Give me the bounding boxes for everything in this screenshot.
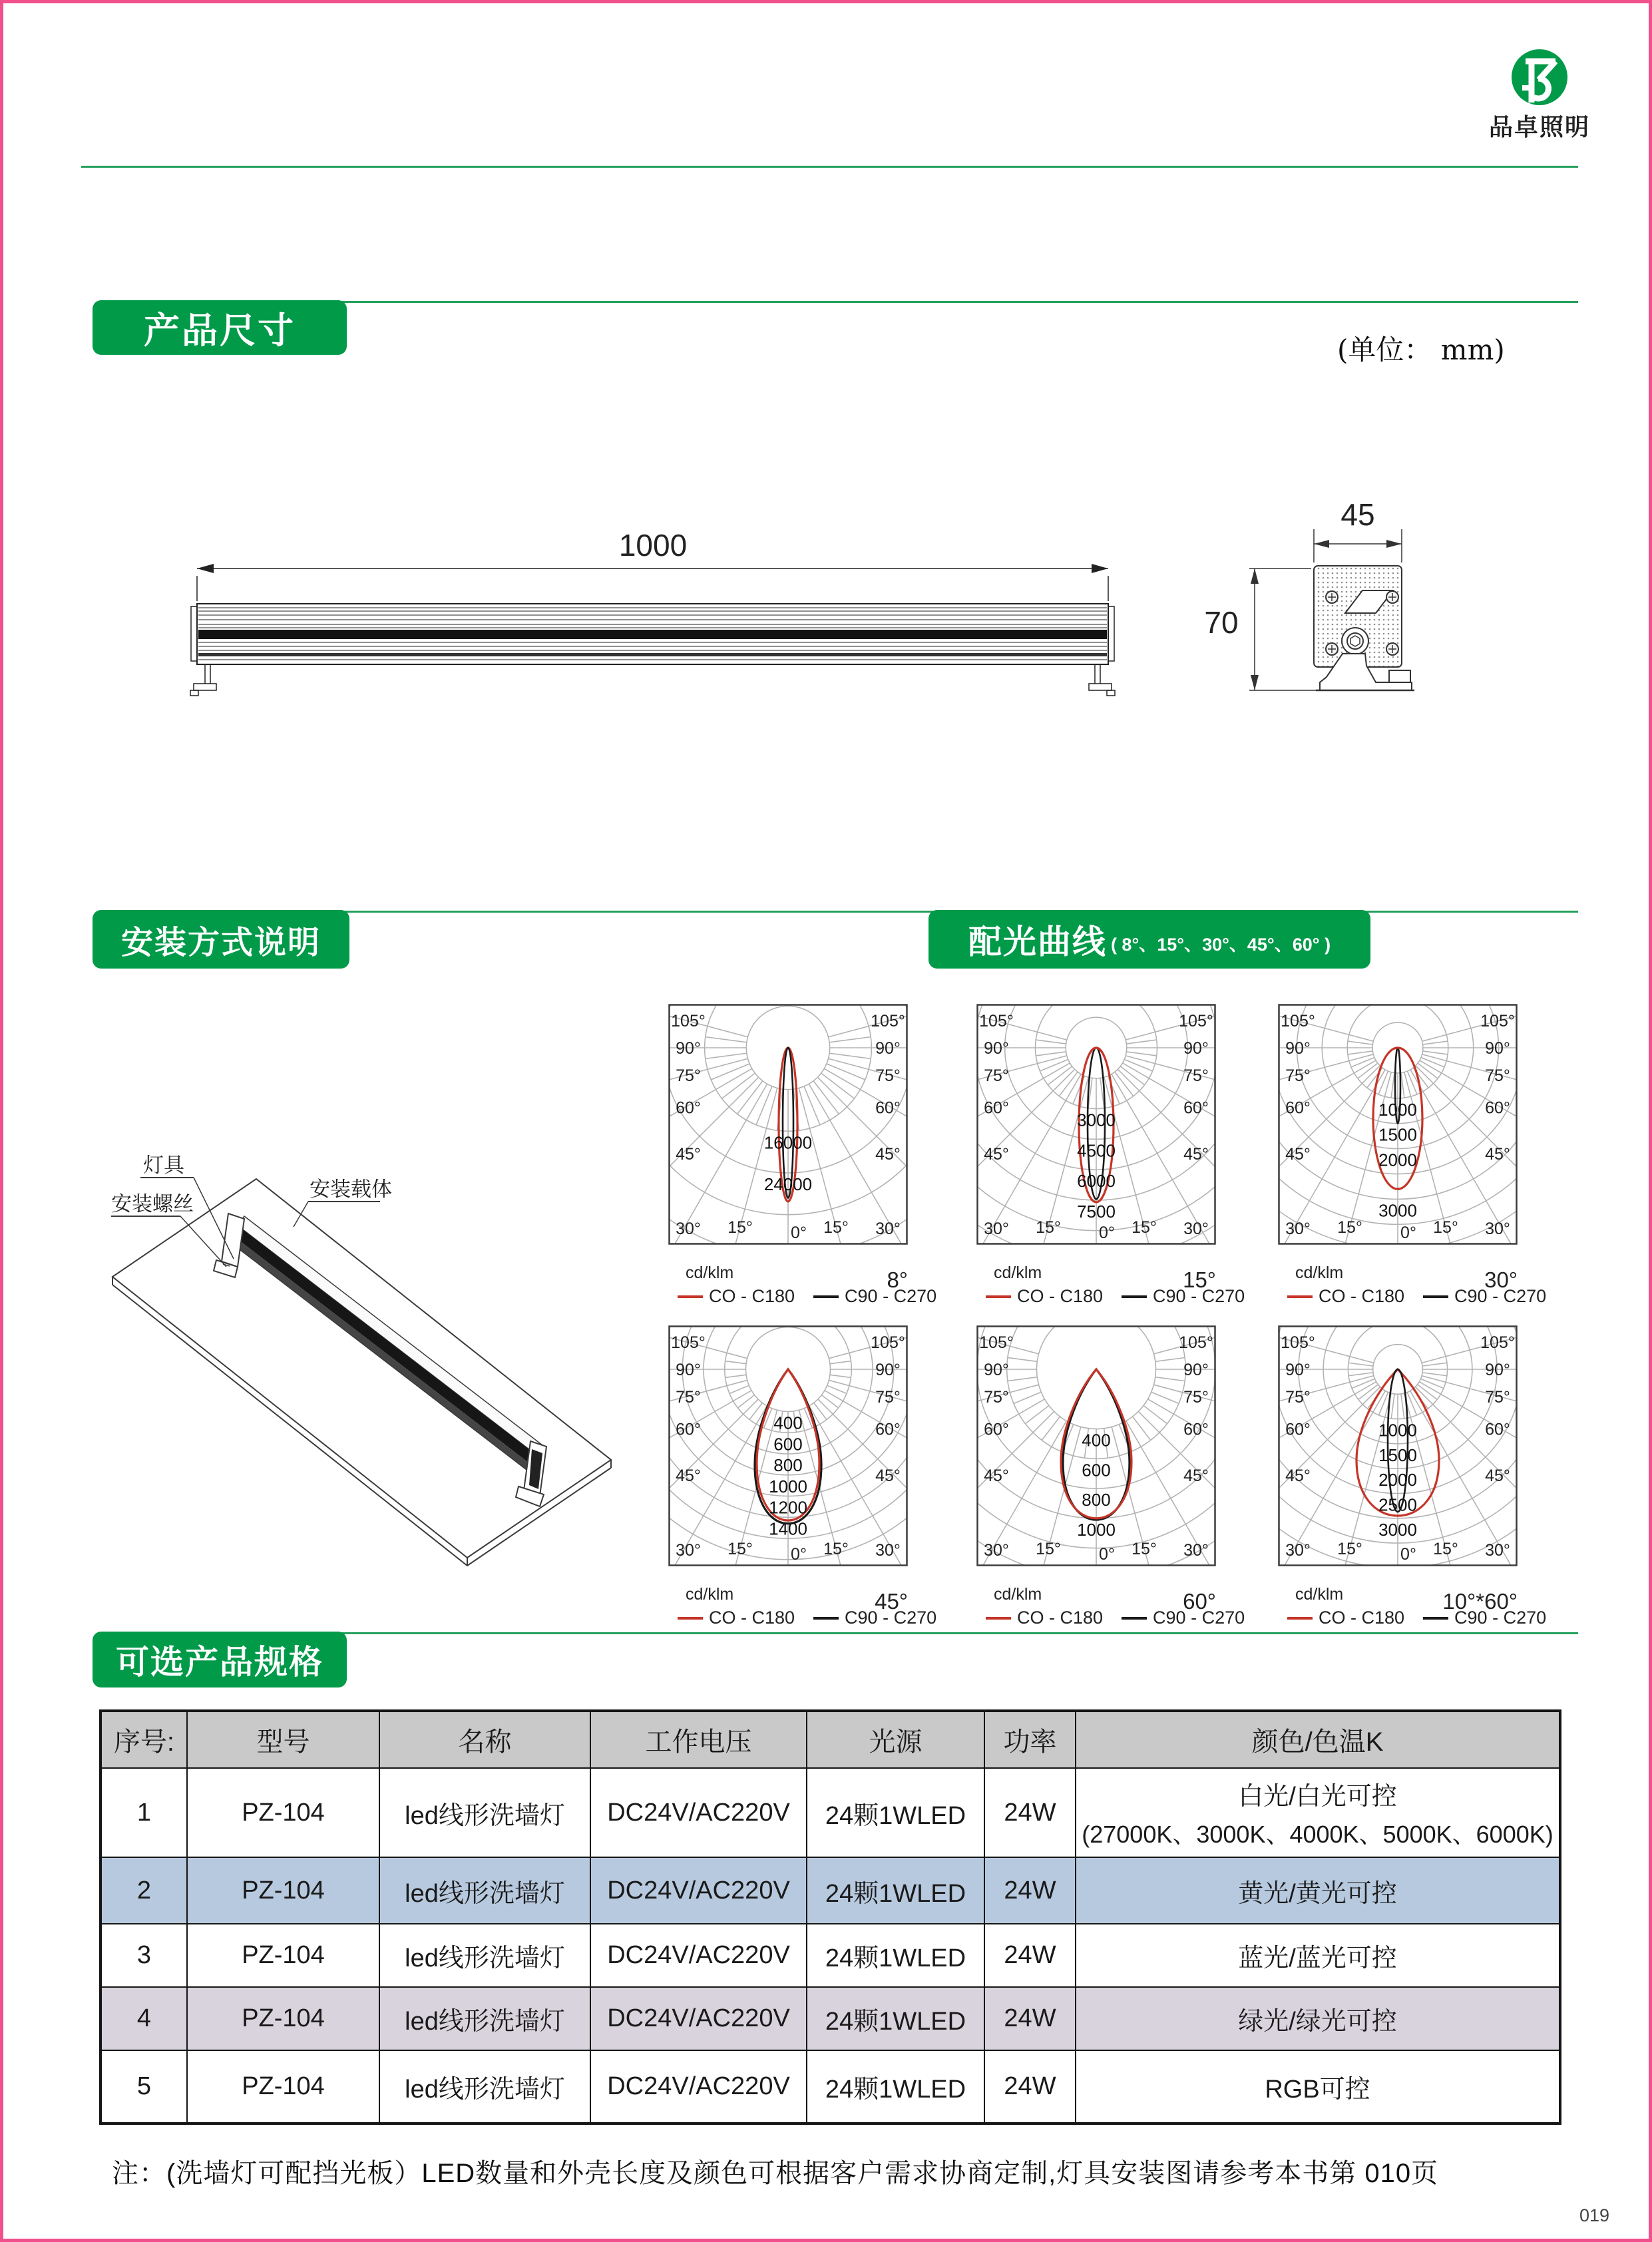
table-cell-color: 绿光/绿光可控 bbox=[1076, 1987, 1560, 2050]
spec-table-header-cell: 光源 bbox=[807, 1711, 984, 1768]
svg-text:90°: 90° bbox=[1285, 1039, 1311, 1058]
svg-text:60°: 60° bbox=[984, 1420, 1009, 1439]
svg-text:15°: 15° bbox=[727, 1539, 753, 1558]
legend-black-line-icon bbox=[1423, 1295, 1448, 1298]
legend-label: CO - C180 bbox=[709, 1608, 795, 1628]
svg-text:105°: 105° bbox=[871, 1333, 905, 1353]
table-cell: 5 bbox=[101, 2050, 187, 2124]
svg-text:75°: 75° bbox=[1285, 1066, 1311, 1085]
svg-text:30°: 30° bbox=[1285, 1220, 1311, 1239]
table-cell: led线形洗墙灯 bbox=[379, 1924, 590, 1987]
section-title-dimensions bbox=[93, 300, 347, 355]
legend-label: CO - C180 bbox=[709, 1286, 795, 1306]
table-cell-color: 白光/白光可控 (27000K、3000K、4000K、5000K、6000K) bbox=[1076, 1768, 1560, 1857]
section-title-text: 可选产品规格 bbox=[116, 1644, 323, 1681]
table-cell: PZ-104 bbox=[187, 1768, 379, 1857]
svg-text:75°: 75° bbox=[1183, 1066, 1209, 1085]
svg-text:60°: 60° bbox=[875, 1420, 901, 1439]
section-title-specs bbox=[93, 1632, 347, 1687]
svg-text:105°: 105° bbox=[1480, 1333, 1515, 1353]
spec-table-header-cell: 颜色/色温K bbox=[1076, 1711, 1560, 1768]
svg-text:1000: 1000 bbox=[1077, 1519, 1116, 1540]
svg-text:400: 400 bbox=[1082, 1430, 1111, 1451]
chart-unit-label: cd/klm bbox=[1295, 1263, 1344, 1282]
svg-text:30°: 30° bbox=[1485, 1541, 1510, 1560]
svg-text:75°: 75° bbox=[984, 1066, 1009, 1085]
photometric-chart bbox=[668, 1004, 937, 1317]
svg-text:16000: 16000 bbox=[763, 1132, 813, 1153]
brand-logo-icon bbox=[1512, 49, 1567, 105]
legend-red-line-icon bbox=[986, 1295, 1011, 1298]
svg-text:90°: 90° bbox=[984, 1361, 1009, 1379]
table-row bbox=[101, 1857, 1560, 1924]
svg-text:105°: 105° bbox=[671, 1333, 706, 1353]
svg-text:7500: 7500 bbox=[1077, 1201, 1116, 1222]
spec-table-header-cell: 型号 bbox=[187, 1711, 379, 1768]
svg-text:1200: 1200 bbox=[769, 1497, 807, 1518]
spec-table-header-cell: 功率 bbox=[984, 1711, 1076, 1768]
svg-text:75°: 75° bbox=[1485, 1387, 1510, 1407]
table-cell: led线形洗墙灯 bbox=[379, 1768, 590, 1857]
legend-label: CO - C180 bbox=[1319, 1608, 1405, 1628]
table-row bbox=[101, 1924, 1560, 1987]
svg-text:75°: 75° bbox=[1485, 1066, 1510, 1085]
svg-text:1000: 1000 bbox=[1378, 1099, 1417, 1120]
table-cell: 24W bbox=[984, 2050, 1076, 2124]
svg-text:15°: 15° bbox=[1036, 1539, 1061, 1558]
legend-label: CO - C180 bbox=[1017, 1608, 1104, 1628]
table-row bbox=[101, 2050, 1560, 2124]
unit-note: (单位： mm) bbox=[1337, 334, 1505, 366]
table-cell: 24颗1WLED bbox=[807, 2050, 984, 2124]
photometric-angles-subtitle: ( 8°、15°、30°、45°、60° ) bbox=[1110, 934, 1331, 955]
legend-red-line-icon bbox=[678, 1295, 703, 1298]
svg-text:45°: 45° bbox=[676, 1145, 701, 1164]
svg-text:75°: 75° bbox=[1183, 1387, 1209, 1407]
svg-text:90°: 90° bbox=[875, 1039, 901, 1058]
beam-angle-label: 10°*60° bbox=[1442, 1589, 1518, 1614]
svg-text:0°: 0° bbox=[791, 1224, 807, 1242]
legend-label: C90 - C270 bbox=[845, 1608, 937, 1628]
svg-text:30°: 30° bbox=[1183, 1541, 1209, 1560]
table-cell: 24W bbox=[984, 1987, 1076, 2050]
legend-label: CO - C180 bbox=[1319, 1286, 1405, 1306]
svg-text:75°: 75° bbox=[875, 1066, 901, 1085]
spec-table bbox=[99, 1709, 1561, 2125]
svg-text:800: 800 bbox=[773, 1455, 803, 1476]
table-row bbox=[101, 1768, 1560, 1857]
svg-text:1400: 1400 bbox=[769, 1518, 807, 1539]
svg-text:15°: 15° bbox=[823, 1539, 849, 1558]
svg-text:105°: 105° bbox=[871, 1012, 905, 1031]
legend-black-line-icon bbox=[1122, 1295, 1147, 1298]
svg-text:1500: 1500 bbox=[1378, 1124, 1417, 1145]
legend-black-line-icon bbox=[1423, 1617, 1448, 1620]
table-cell: 24颗1WLED bbox=[807, 1924, 984, 1987]
svg-text:1000: 1000 bbox=[1378, 1420, 1417, 1441]
svg-text:0°: 0° bbox=[1099, 1224, 1115, 1242]
table-cell: PZ-104 bbox=[187, 2050, 379, 2124]
svg-text:2000: 2000 bbox=[1378, 1150, 1417, 1170]
svg-text:60°: 60° bbox=[875, 1098, 901, 1118]
svg-text:30°: 30° bbox=[875, 1541, 901, 1560]
svg-text:105°: 105° bbox=[1281, 1012, 1315, 1031]
spec-table-header-cell: 名称 bbox=[379, 1711, 590, 1768]
svg-text:105°: 105° bbox=[1281, 1333, 1315, 1353]
side-width-dimension: 45 bbox=[1341, 497, 1375, 532]
svg-text:60°: 60° bbox=[676, 1098, 701, 1118]
table-cell: 24W bbox=[984, 1768, 1076, 1857]
svg-text:3000: 3000 bbox=[1378, 1200, 1417, 1221]
svg-text:60°: 60° bbox=[1285, 1420, 1311, 1439]
table-cell: 4 bbox=[101, 1987, 187, 2050]
svg-text:15°: 15° bbox=[1132, 1539, 1157, 1558]
page-number: 019 bbox=[1579, 2205, 1610, 2225]
svg-text:1500: 1500 bbox=[1378, 1445, 1417, 1465]
photometric-chart bbox=[1278, 1004, 1547, 1317]
svg-text:45°: 45° bbox=[875, 1466, 901, 1486]
svg-text:1000: 1000 bbox=[769, 1476, 807, 1496]
svg-text:90°: 90° bbox=[676, 1039, 701, 1058]
table-cell: DC24V/AC220V bbox=[590, 2050, 807, 2124]
svg-text:105°: 105° bbox=[979, 1012, 1014, 1031]
table-cell: 24颗1WLED bbox=[807, 1768, 984, 1857]
svg-text:30°: 30° bbox=[1285, 1541, 1311, 1560]
svg-text:30°: 30° bbox=[676, 1541, 701, 1560]
chart-unit-label: cd/klm bbox=[1295, 1585, 1344, 1604]
svg-text:15°: 15° bbox=[1132, 1218, 1157, 1237]
front-length-dimension: 1000 bbox=[618, 528, 688, 562]
svg-text:90°: 90° bbox=[875, 1361, 901, 1379]
legend-label: C90 - C270 bbox=[845, 1286, 937, 1306]
svg-text:30°: 30° bbox=[1183, 1220, 1209, 1239]
chart-legend bbox=[1287, 1608, 1565, 1628]
table-cell: DC24V/AC220V bbox=[590, 1924, 807, 1987]
beam-angle-label: 30° bbox=[1484, 1267, 1518, 1292]
svg-text:15°: 15° bbox=[1433, 1539, 1458, 1558]
svg-text:0°: 0° bbox=[1099, 1545, 1115, 1564]
side-height-dimension: 70 bbox=[1204, 605, 1239, 640]
spec-table-body bbox=[101, 1768, 1560, 2124]
svg-text:0°: 0° bbox=[791, 1545, 807, 1564]
footer-note: 注：(洗墙灯可配挡光板）LED数量和外壳长度及颜色可根据客户需求协商定制,灯具安装图请参考本书第 010页 bbox=[112, 2159, 1439, 2188]
svg-text:800: 800 bbox=[1082, 1490, 1111, 1510]
table-cell: DC24V/AC220V bbox=[590, 1857, 807, 1924]
photometric-chart bbox=[976, 1325, 1245, 1638]
table-cell: led线形洗墙灯 bbox=[379, 2050, 590, 2124]
svg-text:30°: 30° bbox=[1485, 1220, 1510, 1239]
table-cell: 24颗1WLED bbox=[807, 1857, 984, 1924]
section-title-text: 安装方式说明 bbox=[120, 925, 321, 961]
table-cell: 24颗1WLED bbox=[807, 1987, 984, 2050]
svg-text:90°: 90° bbox=[1485, 1039, 1510, 1058]
svg-text:60°: 60° bbox=[1485, 1098, 1510, 1118]
svg-text:30°: 30° bbox=[875, 1220, 901, 1239]
table-cell: PZ-104 bbox=[187, 1987, 379, 2050]
svg-text:15°: 15° bbox=[823, 1218, 849, 1237]
photometric-chart bbox=[976, 1004, 1245, 1317]
svg-text:90°: 90° bbox=[984, 1039, 1009, 1058]
spec-table-header-cell: 工作电压 bbox=[590, 1711, 807, 1768]
section-title-text: 配光曲线 bbox=[968, 923, 1107, 961]
legend-red-line-icon bbox=[678, 1617, 703, 1620]
svg-text:15°: 15° bbox=[1337, 1539, 1362, 1558]
table-cell: led线形洗墙灯 bbox=[379, 1857, 590, 1924]
svg-text:0°: 0° bbox=[1400, 1224, 1416, 1242]
table-cell: DC24V/AC220V bbox=[590, 1768, 807, 1857]
svg-text:30°: 30° bbox=[676, 1220, 701, 1239]
svg-text:60°: 60° bbox=[1183, 1098, 1209, 1118]
table-cell: 24W bbox=[984, 1924, 1076, 1987]
svg-text:90°: 90° bbox=[1183, 1039, 1209, 1058]
chart-legend bbox=[986, 1286, 1263, 1307]
svg-text:75°: 75° bbox=[875, 1387, 901, 1407]
table-cell: led线形洗墙灯 bbox=[379, 1987, 590, 2050]
svg-text:2500: 2500 bbox=[1378, 1494, 1417, 1515]
chart-legend bbox=[678, 1608, 955, 1628]
legend-red-line-icon bbox=[1287, 1617, 1313, 1620]
svg-text:105°: 105° bbox=[1179, 1012, 1213, 1031]
chart-unit-label: cd/klm bbox=[686, 1263, 734, 1282]
table-cell: PZ-104 bbox=[187, 1857, 379, 1924]
svg-text:75°: 75° bbox=[676, 1066, 701, 1085]
legend-label: C90 - C270 bbox=[1454, 1608, 1547, 1628]
svg-text:105°: 105° bbox=[671, 1012, 706, 1031]
table-cell-color: RGB可控 bbox=[1076, 2050, 1560, 2124]
chart-legend bbox=[678, 1286, 955, 1307]
section-title-photometric bbox=[929, 910, 1370, 969]
legend-label: C90 - C270 bbox=[1153, 1286, 1245, 1306]
svg-text:60°: 60° bbox=[1285, 1098, 1311, 1118]
svg-text:45°: 45° bbox=[1285, 1145, 1311, 1164]
svg-text:24000: 24000 bbox=[763, 1174, 813, 1194]
table-cell: DC24V/AC220V bbox=[590, 1987, 807, 2050]
svg-text:105°: 105° bbox=[1179, 1333, 1213, 1353]
chart-unit-label: cd/klm bbox=[686, 1585, 734, 1604]
side-view-drawing bbox=[1249, 529, 1414, 690]
photometric-chart bbox=[1278, 1325, 1547, 1638]
screw-label: 安装螺丝 bbox=[111, 1192, 194, 1216]
spec-table-header bbox=[101, 1711, 1560, 1768]
table-cell: 24W bbox=[984, 1857, 1076, 1924]
svg-text:45°: 45° bbox=[984, 1466, 1009, 1486]
svg-text:75°: 75° bbox=[984, 1387, 1009, 1407]
svg-text:30°: 30° bbox=[984, 1220, 1009, 1239]
svg-text:45°: 45° bbox=[1183, 1466, 1209, 1486]
beam-angle-label: 45° bbox=[875, 1589, 908, 1614]
chart-unit-label: cd/klm bbox=[994, 1263, 1042, 1282]
front-view-drawing bbox=[190, 564, 1115, 696]
svg-text:60°: 60° bbox=[984, 1098, 1009, 1118]
beam-angle-label: 8° bbox=[887, 1267, 908, 1292]
svg-text:105°: 105° bbox=[979, 1333, 1014, 1353]
legend-label: C90 - C270 bbox=[1454, 1286, 1547, 1306]
fixture-label: 灯具 bbox=[143, 1154, 184, 1177]
installation-diagram bbox=[111, 1178, 611, 1566]
svg-text:600: 600 bbox=[1082, 1460, 1111, 1480]
svg-text:60°: 60° bbox=[1485, 1420, 1510, 1439]
legend-red-line-icon bbox=[1287, 1295, 1313, 1298]
svg-text:6000: 6000 bbox=[1077, 1171, 1116, 1192]
svg-text:30°: 30° bbox=[984, 1541, 1009, 1560]
legend-red-line-icon bbox=[986, 1617, 1011, 1620]
svg-text:60°: 60° bbox=[676, 1420, 701, 1439]
svg-text:90°: 90° bbox=[676, 1361, 701, 1379]
svg-text:45°: 45° bbox=[1485, 1145, 1510, 1164]
svg-text:3000: 3000 bbox=[1077, 1110, 1116, 1130]
svg-text:600: 600 bbox=[773, 1434, 803, 1455]
legend-black-line-icon bbox=[813, 1617, 839, 1620]
legend-black-line-icon bbox=[813, 1295, 839, 1298]
svg-text:400: 400 bbox=[773, 1413, 803, 1433]
svg-text:75°: 75° bbox=[676, 1387, 701, 1407]
svg-text:0°: 0° bbox=[1400, 1545, 1416, 1564]
svg-text:45°: 45° bbox=[1285, 1466, 1311, 1486]
svg-text:90°: 90° bbox=[1285, 1361, 1311, 1379]
svg-text:45°: 45° bbox=[1485, 1466, 1510, 1486]
brand-name: 品卓照明 bbox=[1488, 113, 1590, 140]
svg-text:45°: 45° bbox=[875, 1145, 901, 1164]
carrier-label: 安装载体 bbox=[310, 1178, 392, 1201]
svg-text:4500: 4500 bbox=[1077, 1140, 1116, 1161]
legend-label: CO - C180 bbox=[1017, 1286, 1104, 1306]
svg-text:75°: 75° bbox=[1285, 1387, 1311, 1407]
table-cell: 2 bbox=[101, 1857, 187, 1924]
spec-table-header-cell: 序号: bbox=[101, 1711, 187, 1768]
chart-legend bbox=[1287, 1286, 1565, 1307]
pz-monogram-icon bbox=[1512, 49, 1567, 105]
svg-text:15°: 15° bbox=[1433, 1218, 1458, 1237]
table-cell-color: 蓝光/蓝光可控 bbox=[1076, 1924, 1560, 1987]
table-row bbox=[101, 1987, 1560, 2050]
legend-black-line-icon bbox=[1122, 1617, 1147, 1620]
chart-unit-label: cd/klm bbox=[994, 1585, 1042, 1604]
section-title-text: 产品尺寸 bbox=[144, 310, 296, 351]
beam-angle-label: 15° bbox=[1183, 1267, 1216, 1292]
section-title-installation bbox=[93, 910, 349, 969]
beam-angle-label: 60° bbox=[1183, 1589, 1216, 1614]
svg-text:15°: 15° bbox=[727, 1218, 753, 1237]
photometric-chart bbox=[668, 1325, 937, 1638]
svg-text:45°: 45° bbox=[676, 1466, 701, 1486]
table-cell: PZ-104 bbox=[187, 1924, 379, 1987]
svg-text:45°: 45° bbox=[984, 1145, 1009, 1164]
chart-legend bbox=[986, 1608, 1263, 1628]
legend-label: C90 - C270 bbox=[1153, 1608, 1245, 1628]
table-cell: 3 bbox=[101, 1924, 187, 1987]
svg-text:2000: 2000 bbox=[1378, 1470, 1417, 1490]
table-cell: 1 bbox=[101, 1768, 187, 1857]
table-cell-color: 黄光/黄光可控 bbox=[1076, 1857, 1560, 1924]
svg-text:15°: 15° bbox=[1337, 1218, 1362, 1237]
svg-text:60°: 60° bbox=[1183, 1420, 1209, 1439]
svg-text:3000: 3000 bbox=[1378, 1519, 1417, 1540]
svg-text:90°: 90° bbox=[1183, 1361, 1209, 1379]
svg-text:105°: 105° bbox=[1480, 1012, 1515, 1031]
svg-text:90°: 90° bbox=[1485, 1361, 1510, 1379]
svg-text:15°: 15° bbox=[1036, 1218, 1061, 1237]
svg-text:45°: 45° bbox=[1183, 1145, 1209, 1164]
